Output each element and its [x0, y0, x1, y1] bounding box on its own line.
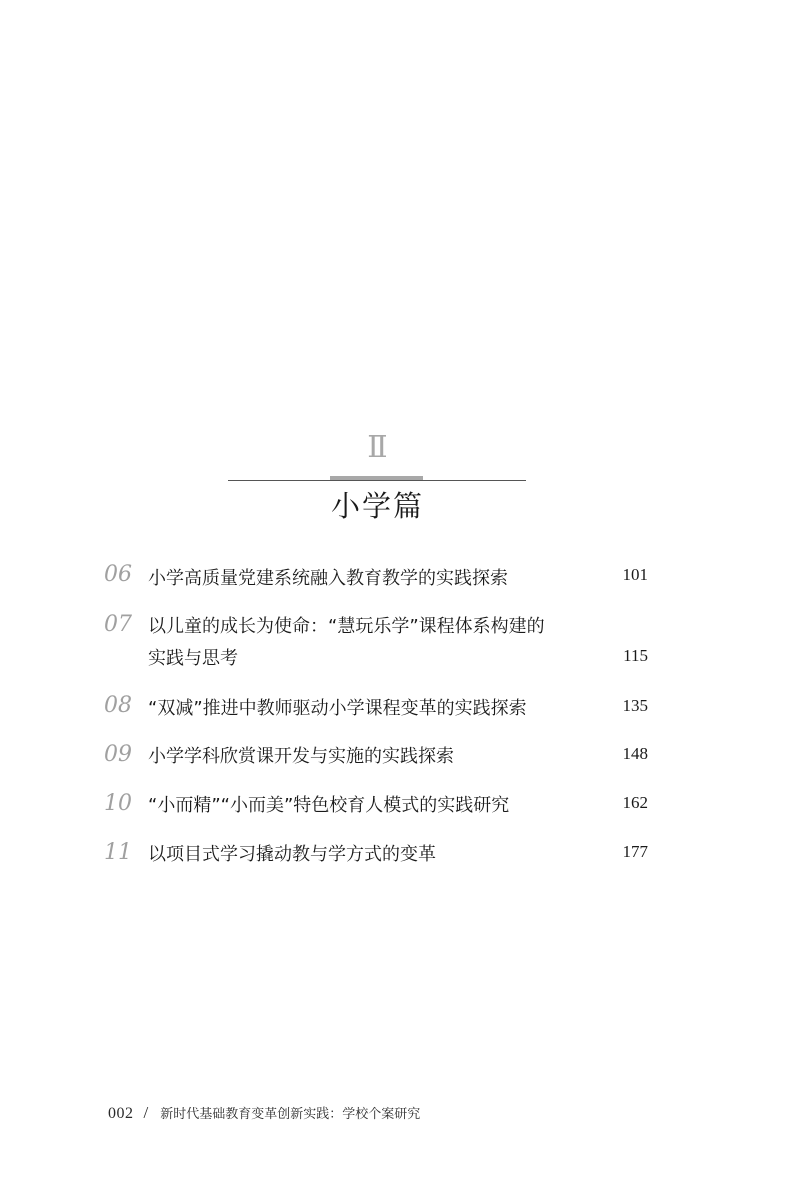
toc-title: “小而精”“小而美”特色校育人模式的实践研究: [148, 795, 510, 816]
toc-title: 小学高质量党建系统融入教育教学的实践探索: [148, 568, 508, 589]
toc-page: 177: [622, 842, 648, 861]
toc-number: 06: [104, 562, 132, 587]
rule-line: [228, 480, 526, 481]
toc-title: 以项目式学习撬动教与学方式的变革: [148, 844, 436, 865]
toc-number: 09: [104, 742, 132, 767]
part-numeral: Ⅱ: [367, 430, 388, 465]
toc-page: 148: [622, 744, 648, 763]
toc-page: 162: [622, 793, 648, 812]
toc-title-continuation: 实践与思考: [148, 648, 238, 669]
toc-number: 10: [104, 791, 132, 816]
part-title: 小学篇: [330, 489, 424, 523]
toc-page: 115: [623, 646, 648, 665]
toc-title: “双减”推进中教师驱动小学课程变革的实践探索: [148, 698, 527, 719]
toc-number: 08: [104, 693, 132, 718]
page-footer: [108, 1103, 420, 1123]
toc-number: 11: [104, 840, 132, 865]
toc-page: 135: [622, 696, 648, 715]
footer-separator: /: [143, 1103, 149, 1122]
toc-page: 101: [622, 565, 648, 584]
toc-number: 07: [104, 612, 132, 637]
toc-title: 以儿童的成长为使命：“慧玩乐学”课程体系构建的: [148, 616, 545, 637]
footer-page-number: 002: [108, 1105, 134, 1122]
toc-title: 小学学科欣赏课开发与实施的实践探索: [148, 746, 454, 767]
footer-book-title: 新时代基础教育变革创新实践：学校个案研究: [160, 1107, 421, 1122]
